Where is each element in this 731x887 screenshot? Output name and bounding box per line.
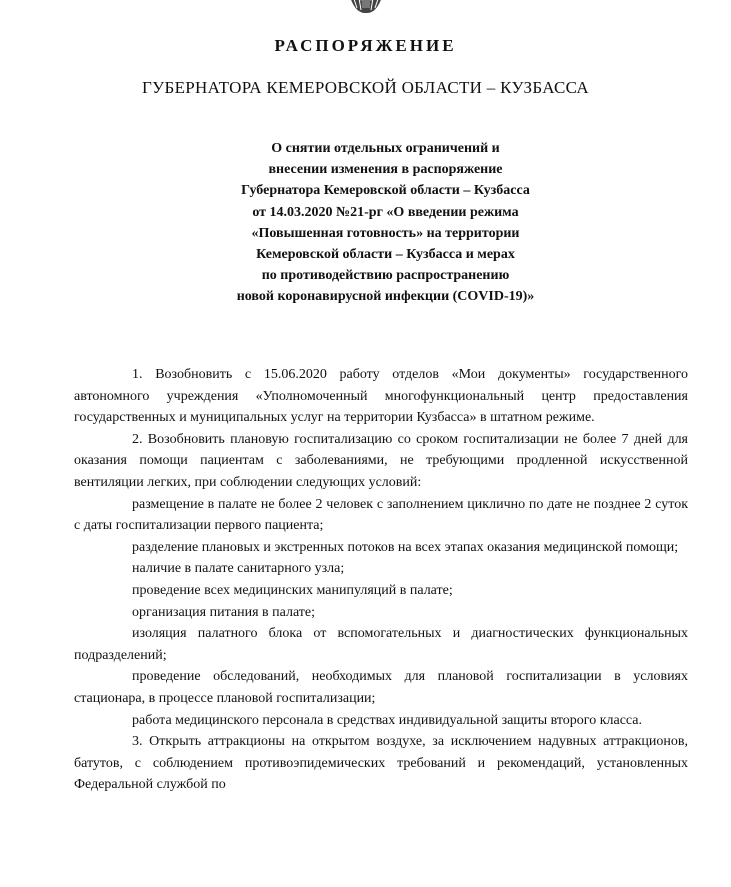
- subject-line: от 14.03.2020 №21-рг «О введении режима: [252, 204, 519, 220]
- subject-line: по противодействию распространению: [261, 268, 510, 284]
- condition-item: разделение плановых и экстренных потоков на всех этапах оказания медицинской помощи;: [132, 539, 679, 555]
- document-type-title: РАСПОРЯЖЕНИЕ: [274, 36, 457, 55]
- subject-line: Кемеровской области – Кузбасса и мерах: [256, 247, 515, 263]
- document-subject: [120, 138, 651, 308]
- condition-item: организация питания в палате;: [132, 604, 316, 620]
- condition-item: размещение в палате не более 2 человек с заполнением циклично по дате не позднее 2 суток с даты госпитализации первого пациента;: [74, 496, 688, 534]
- coat-of-arms-emblem: [345, 0, 387, 16]
- condition-item: работа медицинского персонала в средствах индивидуальной защиты второго класса.: [132, 712, 643, 728]
- condition-item: проведение обследований, необходимых для плановой госпитализации в условиях стационара, в процессе плановой госпитализации;: [74, 669, 688, 706]
- condition-item: наличие в палате санитарного узла;: [132, 561, 345, 577]
- subject-line: О снятии отдельных ограничений и: [271, 141, 500, 156]
- subject-line: Губернатора Кемеровской области – Кузбасса: [241, 183, 530, 199]
- paragraph-item-2: 2. Возобновить плановую госпитализацию со сроком госпитализации не более 7 дней для оказания помощи пациентам с заболеваниями, не требующими продленной искусственной вентиляции легких, при соблюдении следующих условий:: [74, 431, 688, 490]
- condition-item: изоляция палатного блока от вспомогательных и диагностических функциональных подразделений;: [74, 626, 688, 663]
- document-body: [74, 364, 688, 796]
- paragraph-item-3: 3. Открыть аттракционы на открытом воздухе, за исключением надувных аттракционов, батутов, с соблюдением противоэпидемических требований и рекомендаций, установленных Федеральной службой по: [74, 734, 688, 793]
- subject-line: «Повышенная готовность» на территории: [251, 225, 520, 241]
- condition-item: проведение всех медицинских манипуляций в палате;: [132, 582, 453, 598]
- subject-line: внесении изменения в распоряжение: [268, 162, 503, 178]
- issuing-authority: ГУБЕРНАТОРА КЕМЕРОВСКОЙ ОБЛАСТИ – КУЗБАССА: [142, 78, 589, 97]
- paragraph-item-1: 1. Возобновить с 15.06.2020 работу отделов «Мои документы» государственного автономного учреждения «Уполномоченный многофункциональный центр предоставления государственных и муниципальных услуг на территории Кузбасса» в штатном режиме.: [74, 367, 688, 426]
- subject-line: новой коронавирусной инфекции (COVID-19)»: [236, 289, 535, 305]
